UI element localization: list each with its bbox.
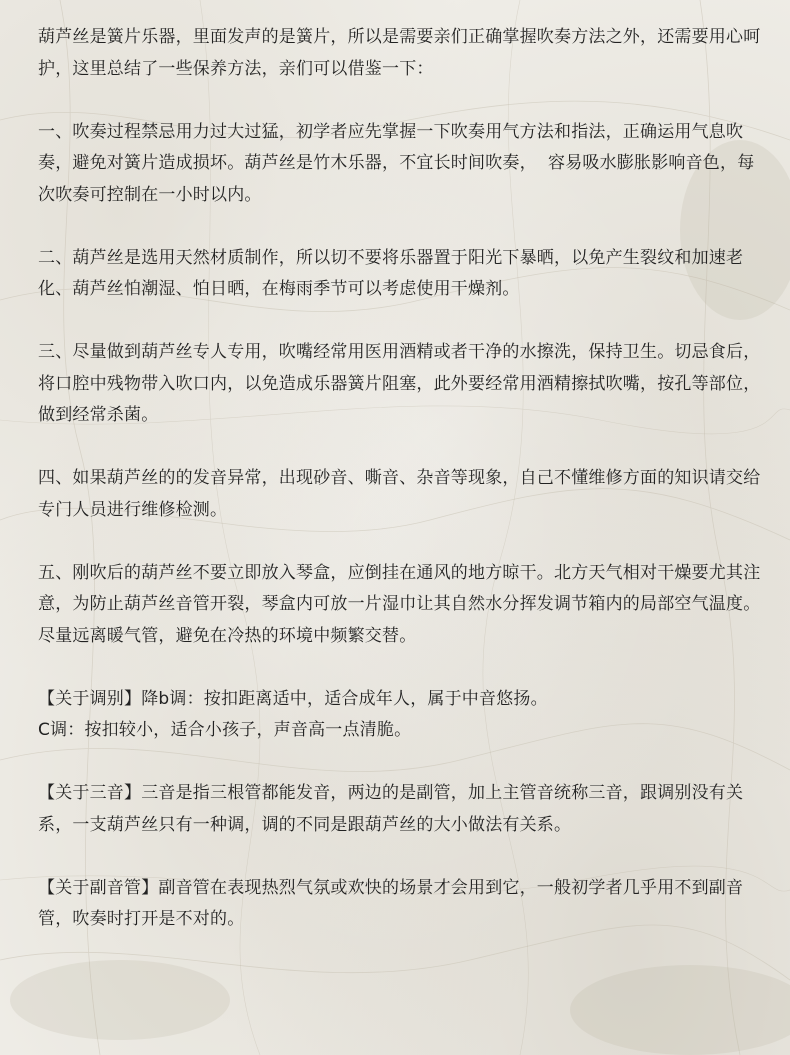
paragraph-tip-4: 四、如果葫芦丝的的发音异常，出现砂音、嘶音、杂音等现象，自己不懂维修方面的知识请交给专门人员进行维修检测。 [38,468,761,520]
paragraph-tip-3: 三、尽量做到葫芦丝专人专用，吹嘴经常用医用酒精或者干净的水擦洗，保持卫生。切忌食后，将口腔中残物带入吹口内，以免造成乐器簧片阻塞，此外要经常用酒精擦拭吹嘴，按孔等部位，做到经常杀菌。 [38,342,761,425]
paragraph-tip-5: 五、刚吹后的葫芦丝不要立即放入琴盒，应倒挂在通风的地方晾干。北方天气相对干燥要尤其注意，为防止葫芦丝音管开裂，琴盒内可放一片湿巾让其自然水分挥发调节箱内的局部空气温度。尽量远离暖气管，避免在冷热的环境中频繁交替。 [38,562,761,646]
paragraph-tip-1: 一、吹奏过程禁忌用力过大过猛，初学者应先掌握一下吹奏用气方法和指法，正确运用气息吹奏，避免对簧片造成损坏。葫芦丝是竹木乐器，不宜长时间吹奏， 容易吸水膨胀影响音色，每次吹奏可控制在一小时以内。 [38,121,755,205]
paragraph-about-tone: 【关于调别】降b调：按扣距离适中，适合成年人，属于中音悠扬。 [38,688,548,709]
paragraph-c-tone: C调：按扣较小，适合小孩子，声音高一点清脆。 [38,720,412,740]
paragraph-about-three-tones: 【关于三音】三音是指三根管都能发音，两边的是副管，加上主管音统称三音，跟调别没有关系，一支葫芦丝只有一种调，调的不同是跟葫芦丝的大小做法有关系。 [38,783,744,835]
article-content [38,22,768,936]
paragraph-about-sub-pipe: 【关于副音管】副音管在表现热烈气氛或欢快的场景才会用到它，一般初学者几乎用不到副音管，吹奏时打开是不对的。 [38,877,744,929]
paragraph-intro: 葫芦丝是簧片乐器，里面发声的是簧片，所以是需要亲们正确掌握吹奏方法之外，还需要用心呵护，这里总结了一些保养方法，亲们可以借鉴一下： [38,27,761,79]
paragraph-tip-2: 二、葫芦丝是选用天然材质制作，所以切不要将乐器置于阳光下暴晒，以免产生裂纹和加速老化、葫芦丝怕潮湿、怕日晒，在梅雨季节可以考虑使用干燥剂。 [38,247,744,299]
